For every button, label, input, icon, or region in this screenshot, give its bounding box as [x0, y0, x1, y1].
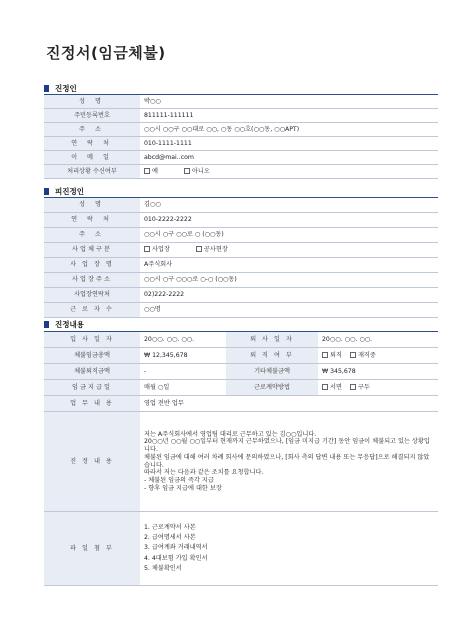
petitioner-email-value[interactable]: abcd@mai..com [140, 151, 438, 165]
table-row [44, 109, 438, 123]
petitioner-table [44, 94, 438, 179]
field-label: 임금지급일 [44, 380, 140, 396]
field-label: 사업체구분 [44, 243, 140, 258]
field-label: 근로계약방법 [226, 380, 318, 396]
table-row [44, 258, 438, 273]
contract-options [318, 380, 438, 396]
duty-value[interactable]: 영업 전반 업무 [140, 396, 438, 412]
table-row [44, 348, 438, 364]
table-row [44, 273, 438, 288]
table-row [44, 243, 438, 258]
business-type-construction-checkbox[interactable] [196, 246, 202, 252]
attachment-item[interactable]: 5. 체불확인서 [144, 564, 182, 572]
business-type-options [140, 243, 438, 258]
table-row [44, 288, 438, 303]
option-label: 서면 [330, 383, 342, 391]
leave-date-value[interactable]: 20○○. ○○. ○○. [318, 332, 438, 348]
table-row [44, 228, 438, 243]
section-petitioner-header [44, 82, 77, 94]
table-row [44, 123, 438, 137]
field-label: 진 정 내 용 [44, 412, 140, 512]
option-label: 예 [152, 167, 158, 175]
table-row [44, 380, 438, 396]
field-label: 성 명 [44, 95, 140, 109]
table-row [44, 213, 438, 228]
field-label: 퇴 사 일 자 [226, 332, 318, 348]
field-label: 체불퇴직금액 [44, 364, 140, 380]
field-label: 파 일 첨 부 [44, 512, 140, 586]
field-label: 처리상황 수신여부 [44, 165, 140, 179]
business-type-site-checkbox[interactable] [144, 246, 150, 252]
table-row [44, 151, 438, 165]
petitioner-address-value[interactable]: ○○시 ○○구 ○○대로 ○○, ○동 ○○호(○○동, ○○APT) [140, 123, 438, 137]
option-label: 재직중 [357, 351, 376, 359]
field-label: 근 로 자 수 [44, 303, 140, 318]
table-row [44, 95, 438, 109]
field-label: 사업장연락처 [44, 288, 140, 303]
attachment-list [140, 512, 438, 586]
page-title: 진정서(임금체불) [46, 44, 166, 62]
petitioner-phone-value[interactable]: 010-1111-1111 [140, 137, 438, 151]
other-unpaid-value[interactable]: ₩ 345,678 [318, 364, 438, 380]
table-row [44, 198, 438, 213]
business-address-value[interactable]: ○○시 ○구 ○○○로 ○-○ (○○동) [140, 273, 438, 288]
attachment-item[interactable]: 3. 급여계좌 거래내역서 [144, 544, 208, 552]
business-name-value[interactable]: A주식회사 [140, 258, 438, 273]
section-marker-icon [44, 321, 49, 328]
respondent-table [44, 197, 438, 318]
table-row [44, 303, 438, 318]
field-label: 업 무 내 용 [44, 396, 140, 412]
unpaid-total-value[interactable]: ₩ 12,345,678 [140, 348, 226, 364]
employed-checkbox[interactable] [350, 352, 356, 358]
respondent-address-value[interactable]: ○○시 ○구 ○○로 ○ (○○동) [140, 228, 438, 243]
table-row [44, 137, 438, 151]
table-row [44, 332, 438, 348]
notice-yes-checkbox[interactable] [144, 168, 150, 174]
field-label: 이 메 일 [44, 151, 140, 165]
field-label: 주 소 [44, 228, 140, 243]
respondent-phone-value[interactable]: 010-2222-2222 [140, 213, 438, 228]
section-title: 피진정인 [55, 186, 84, 196]
respondent-name-value[interactable]: 김○○ [140, 198, 438, 213]
claim-table [44, 331, 438, 586]
field-label: 성 명 [44, 198, 140, 213]
field-label: 주 소 [44, 123, 140, 137]
attachment-item[interactable]: 4. 4대보험 가입 확인서 [144, 554, 208, 562]
field-label: 연 락 처 [44, 213, 140, 228]
option-label: 퇴직 [330, 351, 342, 359]
table-row [44, 396, 438, 412]
attachment-item[interactable]: 2. 급여명세서 사본 [144, 534, 196, 542]
field-label: 사업장주소 [44, 273, 140, 288]
section-respondent-header [44, 185, 84, 197]
business-phone-value[interactable]: 02)222-2222 [140, 288, 438, 303]
field-label: 주민등록번호 [44, 109, 140, 123]
field-label: 입 사 일 자 [44, 332, 140, 348]
section-title: 진정인 [55, 83, 77, 93]
table-row [44, 412, 438, 512]
option-label: 구두 [357, 383, 370, 391]
notice-options [140, 165, 438, 179]
claim-detail-text[interactable]: 저는 A주식회사에서 영업팀 대리로 근무하고 있는 김○○입니다. 20○○년 ○○월 ○○일부터 현재까지 근무하였으나, [임금 미지급 기간] 동안 임금이 체불되고 있는 상황입니다. 체불된 임금에 대해 여러 차례 회사에 문의하였으나, [회사 측의 답변 내용 또는 무응답]으로 해결되지 않았습니다. 따라서 저는 다음과 같은 조치를 요청합니다. - 체불된 임금의 즉각 지급 - 향후 임금 지급에 대한 보장 [140, 412, 438, 512]
written-contract-checkbox[interactable] [322, 384, 328, 390]
attachment-item[interactable]: 1. 근로계약서 사본 [144, 523, 196, 531]
option-label: 공사현장 [203, 246, 228, 254]
option-label: 아니오 [191, 167, 210, 175]
section-claim-header [44, 318, 84, 330]
retired-checkbox[interactable] [322, 352, 328, 358]
field-label: 사 업 장 명 [44, 258, 140, 273]
notice-no-checkbox[interactable] [184, 168, 190, 174]
table-row [44, 512, 438, 586]
petitioner-id-value[interactable]: 811111-111111 [140, 109, 438, 123]
table-row [44, 364, 438, 380]
field-label: 퇴 직 여 부 [226, 348, 318, 364]
table-row [44, 165, 438, 179]
section-marker-icon [44, 188, 49, 195]
section-marker-icon [44, 85, 49, 92]
field-label: 기타체불금액 [226, 364, 318, 380]
field-label: 체불임금총액 [44, 348, 140, 364]
verbal-contract-checkbox[interactable] [350, 384, 356, 390]
petitioner-name-value[interactable]: 박○○ [140, 95, 438, 109]
section-title: 진정내용 [55, 319, 84, 329]
employee-count-value[interactable]: ○○명 [140, 303, 438, 318]
payday-value[interactable]: 매월 ○일 [140, 380, 226, 396]
retire-options [318, 348, 438, 364]
severance-value[interactable]: - [140, 364, 226, 380]
hire-date-value[interactable]: 20○○. ○○. ○○. [140, 332, 226, 348]
field-label: 연 락 처 [44, 137, 140, 151]
option-label: 사업장 [152, 246, 170, 254]
